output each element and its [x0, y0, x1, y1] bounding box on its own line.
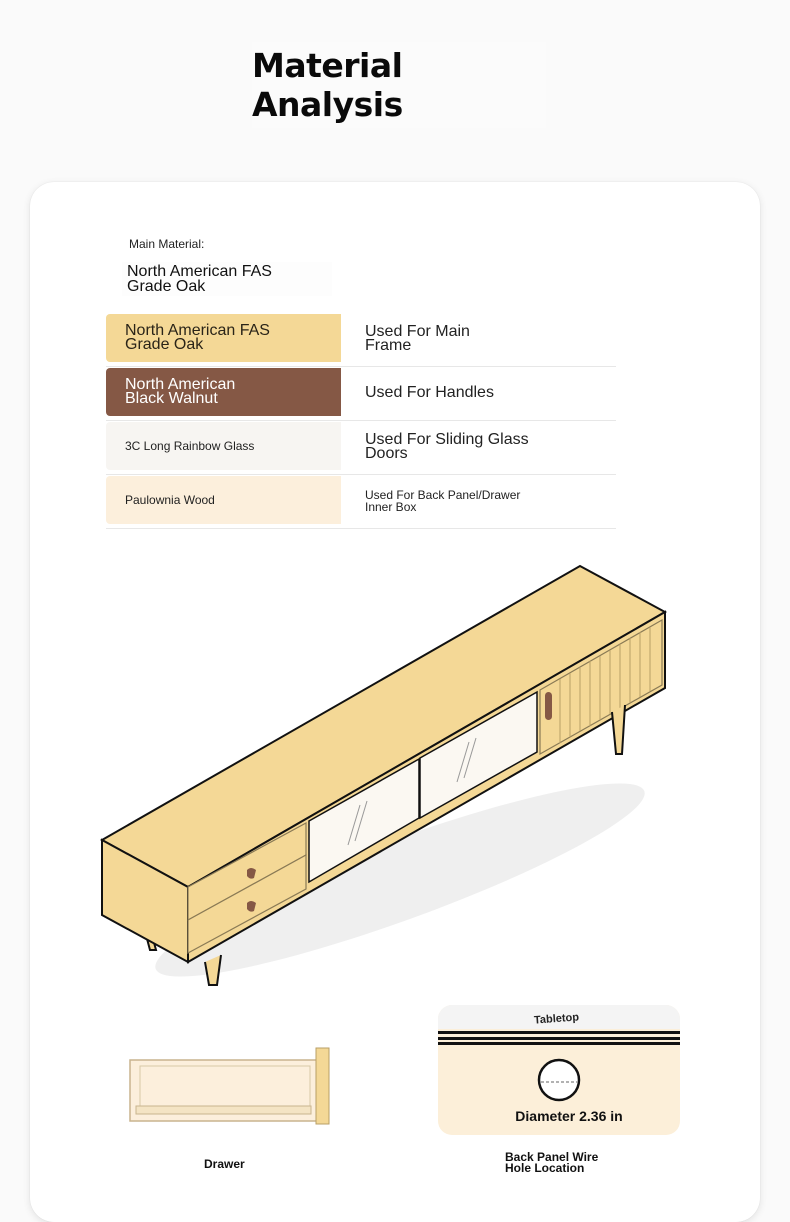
material-name: North American Black Walnut [125, 376, 236, 407]
material-name: 3C Long Rainbow Glass [125, 439, 255, 453]
page-title: Material Analysis [252, 46, 403, 124]
material-use-text: Used For Sliding Glass Doors [365, 431, 529, 462]
drawer-detail [130, 1048, 329, 1124]
diameter-value: Diameter 2.36 in [515, 1108, 623, 1124]
material-use-text: Used For Main Frame [365, 323, 470, 354]
main-material-label: Main Material: [129, 237, 205, 251]
slatted-door-handle [545, 692, 552, 720]
hole-circle-icon [539, 1060, 579, 1100]
tabletop-label: Tabletop [533, 1011, 580, 1027]
wire-hole-caption: Back Panel Wire Hole Location [505, 1150, 599, 1175]
wire-hole-detail [438, 1005, 680, 1135]
material-use-text: Used For Back Panel/Drawer Inner Box [365, 488, 521, 514]
front-right-leg [612, 705, 625, 754]
material-use-text: Used For Handles [365, 384, 494, 401]
material-name: North American FAS Grade Oak [125, 322, 270, 353]
drawer-caption: Drawer [204, 1157, 245, 1171]
material-name: Paulownia Wood [125, 493, 215, 507]
main-material-value: North American FAS Grade Oak [122, 262, 332, 296]
